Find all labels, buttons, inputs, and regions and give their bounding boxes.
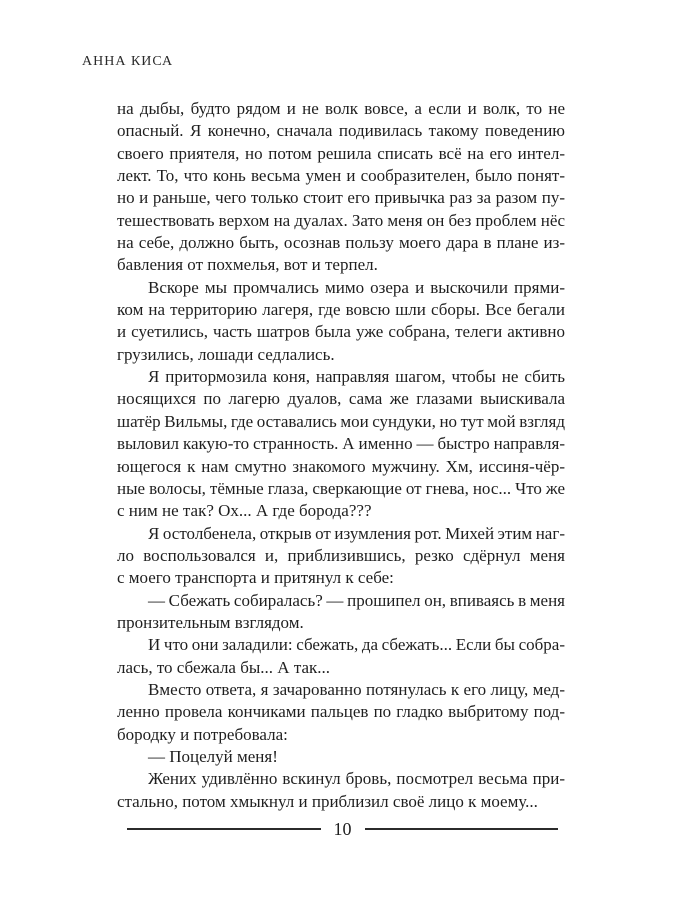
text-block — [117, 98, 565, 813]
text-line: И что они заладили: сбежать, да сбежать... Если бы собра- — [148, 635, 565, 655]
text-line: бавления от похмелья, вот и терпел. — [117, 255, 378, 275]
text-line: бородку и потребовала: — [117, 724, 288, 744]
text-line: опасный. Я конечно, сначала подивилась такому поведению — [117, 121, 565, 141]
text-line: лект. То, что конь весьма умен и сообразителен, было понят- — [117, 166, 565, 186]
text-line: на дыбы, будто рядом и не волк вовсе, а если и волк, то не — [117, 99, 565, 118]
page-footer — [127, 819, 558, 839]
text-line: лась, то сбежала бы... А так... — [117, 657, 331, 677]
text-line: — Сбежать собиралась? — прошипел он, впиваясь в меня — [148, 590, 565, 610]
text-line: Вместо ответа, я зачарованно потянулась к его лицу, мед- — [148, 679, 565, 699]
text-line: ные волосы, тёмные глаза, сверкающие от гнева, нос... Что же — [117, 478, 565, 498]
text-line: пронзительным взглядом. — [117, 612, 304, 632]
text-line: Жених удивлённо вскинул бровь, посмотрел весьма при- — [148, 769, 565, 789]
text-line: грузились, лошади седлались. — [117, 344, 335, 364]
footer-rule-right — [365, 828, 559, 830]
text-line: с моего транспорта и притянул к себе: — [117, 568, 394, 588]
author-header: АННА КИСА — [82, 54, 174, 69]
text-line: на себе, должно быть, осознав пользу моего дара в плане из- — [117, 233, 565, 253]
text-line: носящихся по лагерю дуалов, сама же глазами выискивала — [117, 389, 565, 409]
text-line: стально, потом хмыкнул и приблизил своё лицо к моему... — [117, 791, 538, 811]
text-line: ющегося к нам смутно знакомого мужчину. Хм, иссиня-чёр- — [117, 456, 565, 476]
text-line: Я притормозила коня, направляя шагом, чтобы не сбить — [148, 367, 565, 387]
text-line: ло воспользовался и, приблизившись, резко сдёрнул меня — [117, 545, 565, 565]
text-line: выловил какую-то странность. А именно — быстро направля- — [117, 434, 565, 454]
page-number: 10 — [333, 819, 352, 839]
text-line: Вскоре мы промчались мимо озера и выскочили прями- — [148, 277, 565, 297]
text-line: но и раньше, чего только стоит его привычка раз за разом пу- — [117, 188, 565, 208]
text-line: Я остолбенела, открыв от изумления рот. Михей этим наг- — [148, 523, 565, 543]
text-line: своего приятеля, но потом решила списать всё на его интел- — [117, 143, 565, 163]
text-line: ленно провела кончиками пальцев по гладко выбритому под- — [117, 702, 565, 722]
text-line: и суетились, часть шатров была уже собрана, телеги активно — [117, 322, 565, 342]
text-line: с ним не так? Ох... А где борода??? — [117, 501, 372, 521]
text-line: шатёр Вильмы, где оставались мои сундуки, но тут мой взгляд — [117, 411, 565, 431]
text-line: тешествовать верхом на дуалах. Зато меня он без проблем нёс — [117, 210, 565, 230]
footer-rule-left — [127, 828, 321, 830]
text-line: ком на территорию лагеря, где вовсю шли сборы. Все бегали — [117, 300, 565, 320]
text-line: — Поцелуй меня! — [148, 746, 278, 766]
